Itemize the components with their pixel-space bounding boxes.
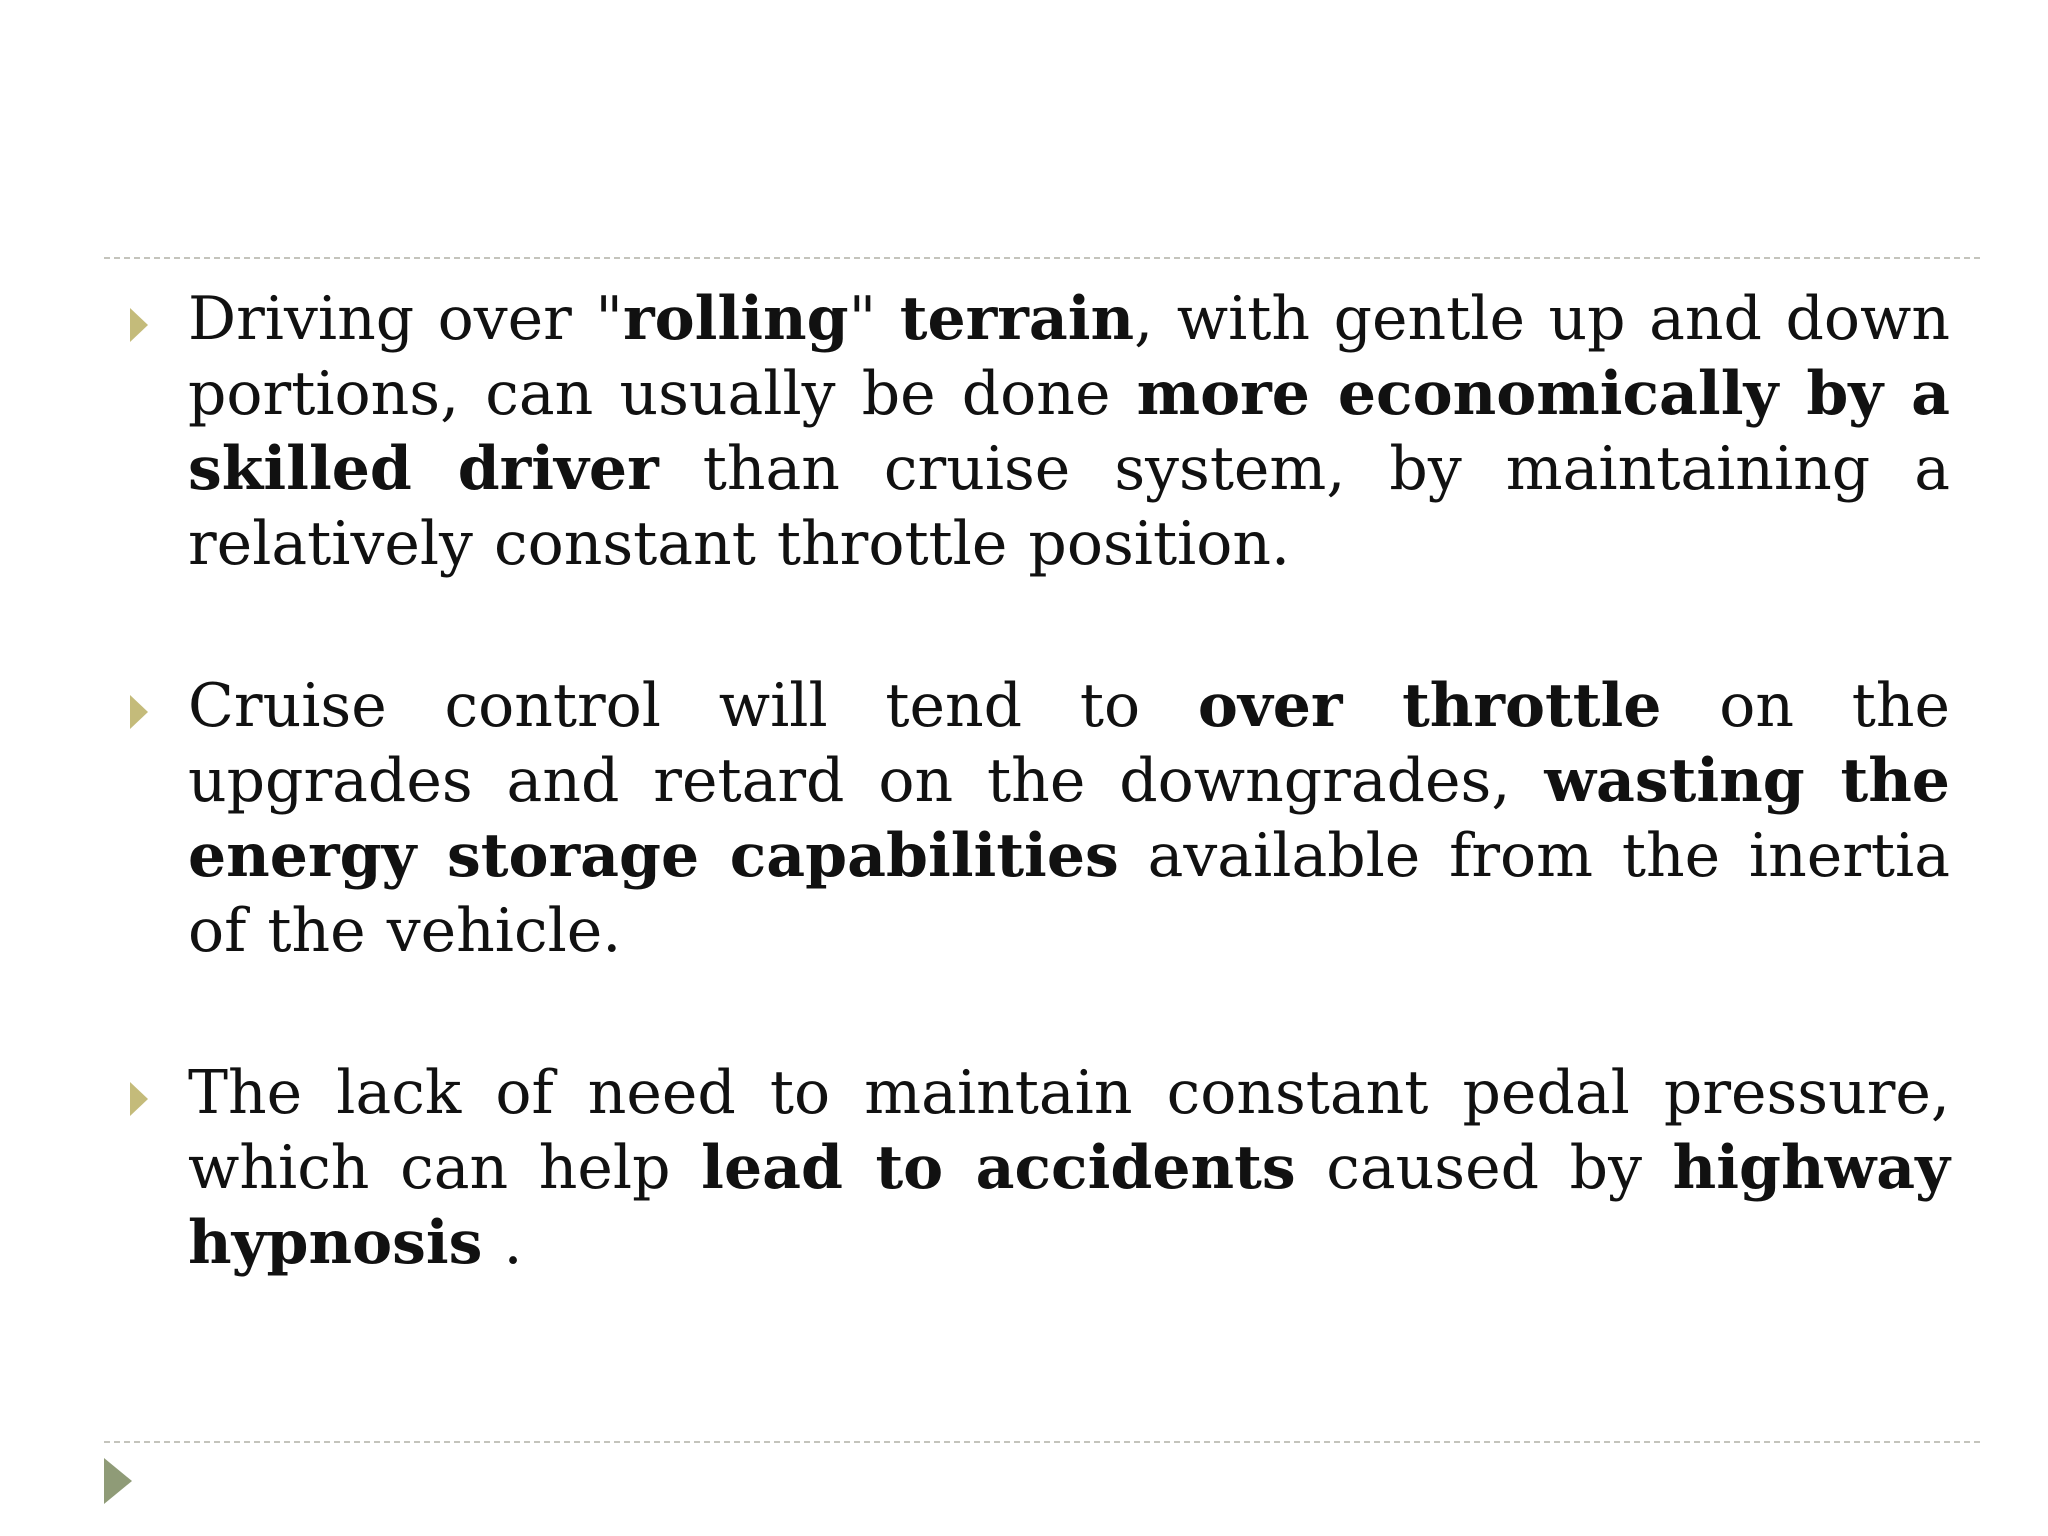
bullet-bold-segment: more economically by a skilled driver <box>188 359 1950 504</box>
bullet-bold-segment: lead to accidents <box>701 1133 1296 1203</box>
bullet-bold-segment: highway hypnosis <box>188 1133 1951 1278</box>
bullet-bold-segment: rolling <box>623 284 849 354</box>
top-dashed-divider <box>104 257 1980 259</box>
bullet-arrow-icon <box>130 695 148 729</box>
bullet-text-segment: Driving over " <box>188 284 623 354</box>
bullet-text-segment: on the upgrades and retard on the downgrades, <box>188 671 1951 816</box>
bullet-text-segment: " <box>848 284 900 354</box>
bullet-text-segment: . <box>482 1208 523 1278</box>
bullet-arrow-icon <box>130 308 148 342</box>
bullet-bold-segment: wasting the energy storage capabilities <box>188 746 1950 891</box>
bullet-text-segment: caused by <box>1295 1133 1673 1203</box>
corner-triangle-icon <box>104 1458 132 1504</box>
bullet-list <box>104 282 1950 1368</box>
bullet-item-over-throttle <box>104 669 1950 969</box>
bullet-item-rolling-terrain <box>104 282 1950 582</box>
bullet-text-segment: The lack of need to maintain constant pedal pressure, which can help <box>188 1058 1950 1203</box>
bottom-dashed-divider <box>104 1441 1980 1443</box>
bullet-item-highway-hypnosis <box>104 1056 1950 1281</box>
bullet-arrow-icon <box>130 1082 148 1116</box>
bullet-bold-segment: terrain <box>899 284 1135 354</box>
bullet-text-segment: Cruise control will tend to <box>188 671 1198 741</box>
bullet-text-segment: than cruise system, by maintaining a relatively constant throttle position. <box>188 434 1950 579</box>
bullet-bold-segment: over throttle <box>1197 671 1662 741</box>
bullet-text-segment: available from the inertia of the vehicle. <box>188 821 1950 966</box>
bullet-text-segment: , with gentle up and down portions, can usually be done <box>188 284 1950 429</box>
